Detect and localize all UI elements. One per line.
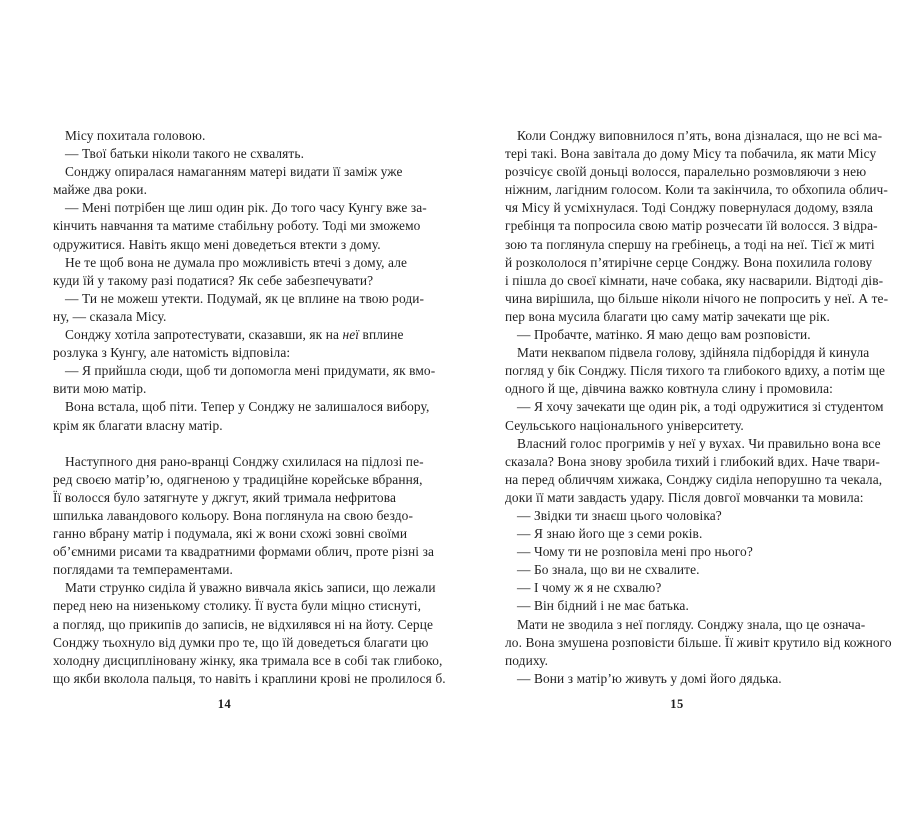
text-line: Мати не зводила з неї погляду. Сонджу знала, що це означа- [517,616,866,632]
text-line: — Твої батьки ніколи такого не схвалять. [65,146,305,162]
page-text-column [53,127,446,688]
text-line: розлука з Кунгу, але натомість відповіла: [53,345,291,361]
text-line: холодну дисципліновану жінку, яка тримала все в собі так глибоко, [53,652,443,668]
text-line: зою та поглянула спершу на гребінець, а тоді на неї. Тієї ж миті [505,236,875,252]
text-line: Власний голос прогримів у неї у вухах. Чи правильно вона все [517,435,881,451]
text-line: майже два роки. [53,182,148,198]
text-line: ред своєю матір’ю, одягненою у традиційне корейське вбрання, [53,471,423,487]
text-line: крім як благати власну матір. [53,417,223,433]
text-line: Місу похитала головою. [65,128,206,143]
text-line: сказала? Вона знову зробила тихий і глибокий вдих. Наче твари- [505,453,880,469]
text-line: тері такі. Вона завітала до дому Місу та побачила, як мати Місу [505,146,877,162]
text-line: — Я прийшла сюди, щоб ти допомогла мені придумати, як вмо- [65,363,436,379]
text-line: на перед обличчям хижака, Сонджу сиділа непорушно та чекала, [505,471,883,487]
text-line: вити мою матір. [53,381,147,397]
text-line: ганно вбрану матір і подумала, які ж вони схожі зовні своїми [53,526,408,542]
text-line: — Ти не можеш утекти. Подумай, як це вплине на твою роди- [65,290,425,306]
page-number: 15 [670,697,684,711]
text-line: розчісує своїй доньці волосся, паралельно розмовляючи з нею [505,164,867,180]
text-line: поглядами та темпераментами. [53,562,233,578]
text-line: пер вона мусила благати цю саму матір зачекати ще рік. [505,308,830,324]
page-text-column [505,127,892,688]
text-line: шпилька лавандового кольору. Вона поглянула на свою бездо- [53,507,414,523]
text-line: — Мені потрібен ще лиш один рік. До того часу Кунгу вже за- [65,200,427,216]
text-line: і пішла до своєї кімнати, наче собака, яку насварили. Відтоді дів- [505,272,884,288]
text-line: чя Місу й усміхнулася. Тоді Сонджу повернулася додому, взяла [505,200,874,216]
text-line: перед нею на низенькому столику. Її вуста були міцно стиснуті, [53,598,422,614]
text-line: Сонджу тьохнуло від думки про те, що їй доведеться благати цю [53,634,429,650]
text-line: Сонджу опиралася намаганням матері видати її заміж уже [65,164,403,180]
text-line: Мати струнко сиділа й уважно вивчала якісь записи, що лежали [65,580,436,596]
text-line: а погляд, що прикипів до записів, не відхилявся ні на йоту. Серце [53,616,434,632]
text-line: Сеульського національного університету. [505,417,744,433]
text-line: ніжним, лагідним голосом. Коли та закінчила, то обхопила облич- [505,182,888,198]
text-line: куди їй у такому разі податися? Як себе забезпечувати? [53,272,374,288]
text-line: — Чому ти не розповіла мені про нього? [517,544,753,560]
text-line: — І чому ж я не схвалю? [517,580,662,596]
text-line: одного й ще, дівчина важко ковтнула слину і промовила: [505,381,833,397]
text-line: й розкололося п’ятирічне серце Сонджу. Вона похилила голову [505,254,873,270]
text-line: — Звідки ти знаєш цього чоловіка? [517,507,722,523]
text-line: що якби вколола пальця, то навіть і краплини крові не пролилося б. [53,670,446,686]
text-line: Наступного дня рано-вранці Сонджу схилилася на підлозі пе- [65,453,424,469]
text-line: ло. Вона змушена розповісти більше. Її живіт крутило від кожного [505,634,892,650]
text-line: — Він бідний і не має батька. [517,598,689,614]
text-line: Коли Сонджу виповнилося п’ять, вона дізналася, що не всі ма- [517,128,883,143]
text-line: — Бо знала, що ви не схвалите. [517,562,700,578]
text-line: Не те щоб вона не думала про можливість втечі з дому, але [65,254,408,270]
text-line: подиху. [505,652,549,668]
text-line: погляд у бік Сонджу. Після тихого та глибокого вдиху, а потім ще [505,363,886,379]
page-right [450,0,900,817]
text-line: доки її мати завдасть удару. Після довгої мовчанки та мовила: [505,489,864,505]
text-line: Сонджу хотіла запротестувати, сказавши, як на неї вплине [65,327,404,343]
text-line: Вона встала, щоб піти. Тепер у Сонджу не залишалося вибору, [65,399,430,415]
text-line: — Я знаю його ще з семи років. [517,526,703,542]
text-line: чина вирішила, що більше ніколи нічого не попросить у неї. А те- [505,290,889,306]
section-break [53,435,396,453]
text-line: Її волосся було затягнуте у джгут, який тримала нефритова [53,489,396,505]
text-line: гребінця та попросила свою матір розчесати їй волосся. З відра- [505,218,878,234]
text-line: — Вони з матір’ю живуть у домі його дядька. [517,670,782,686]
text-line: ну, — сказала Місу. [53,308,167,324]
text-line: Мати неквапом підвела голову, здійняла підборіддя й кинула [517,345,870,361]
text-line: — Пробачте, матінко. Я маю дещо вам розповісти. [517,327,811,343]
text-line: одружитися. Навіть якщо мені доведеться втекти з дому. [53,236,381,252]
text-line: об’ємними рисами та квадратними формами облич, проте різні за [53,544,435,560]
page-number: 14 [217,697,232,711]
text-line: — Я хочу зачекати ще один рік, а тоді одружитися зі студентом [517,399,884,415]
text-line: кінчить навчання та матиме стабільну роботу. Тоді ми зможемо [53,218,421,234]
